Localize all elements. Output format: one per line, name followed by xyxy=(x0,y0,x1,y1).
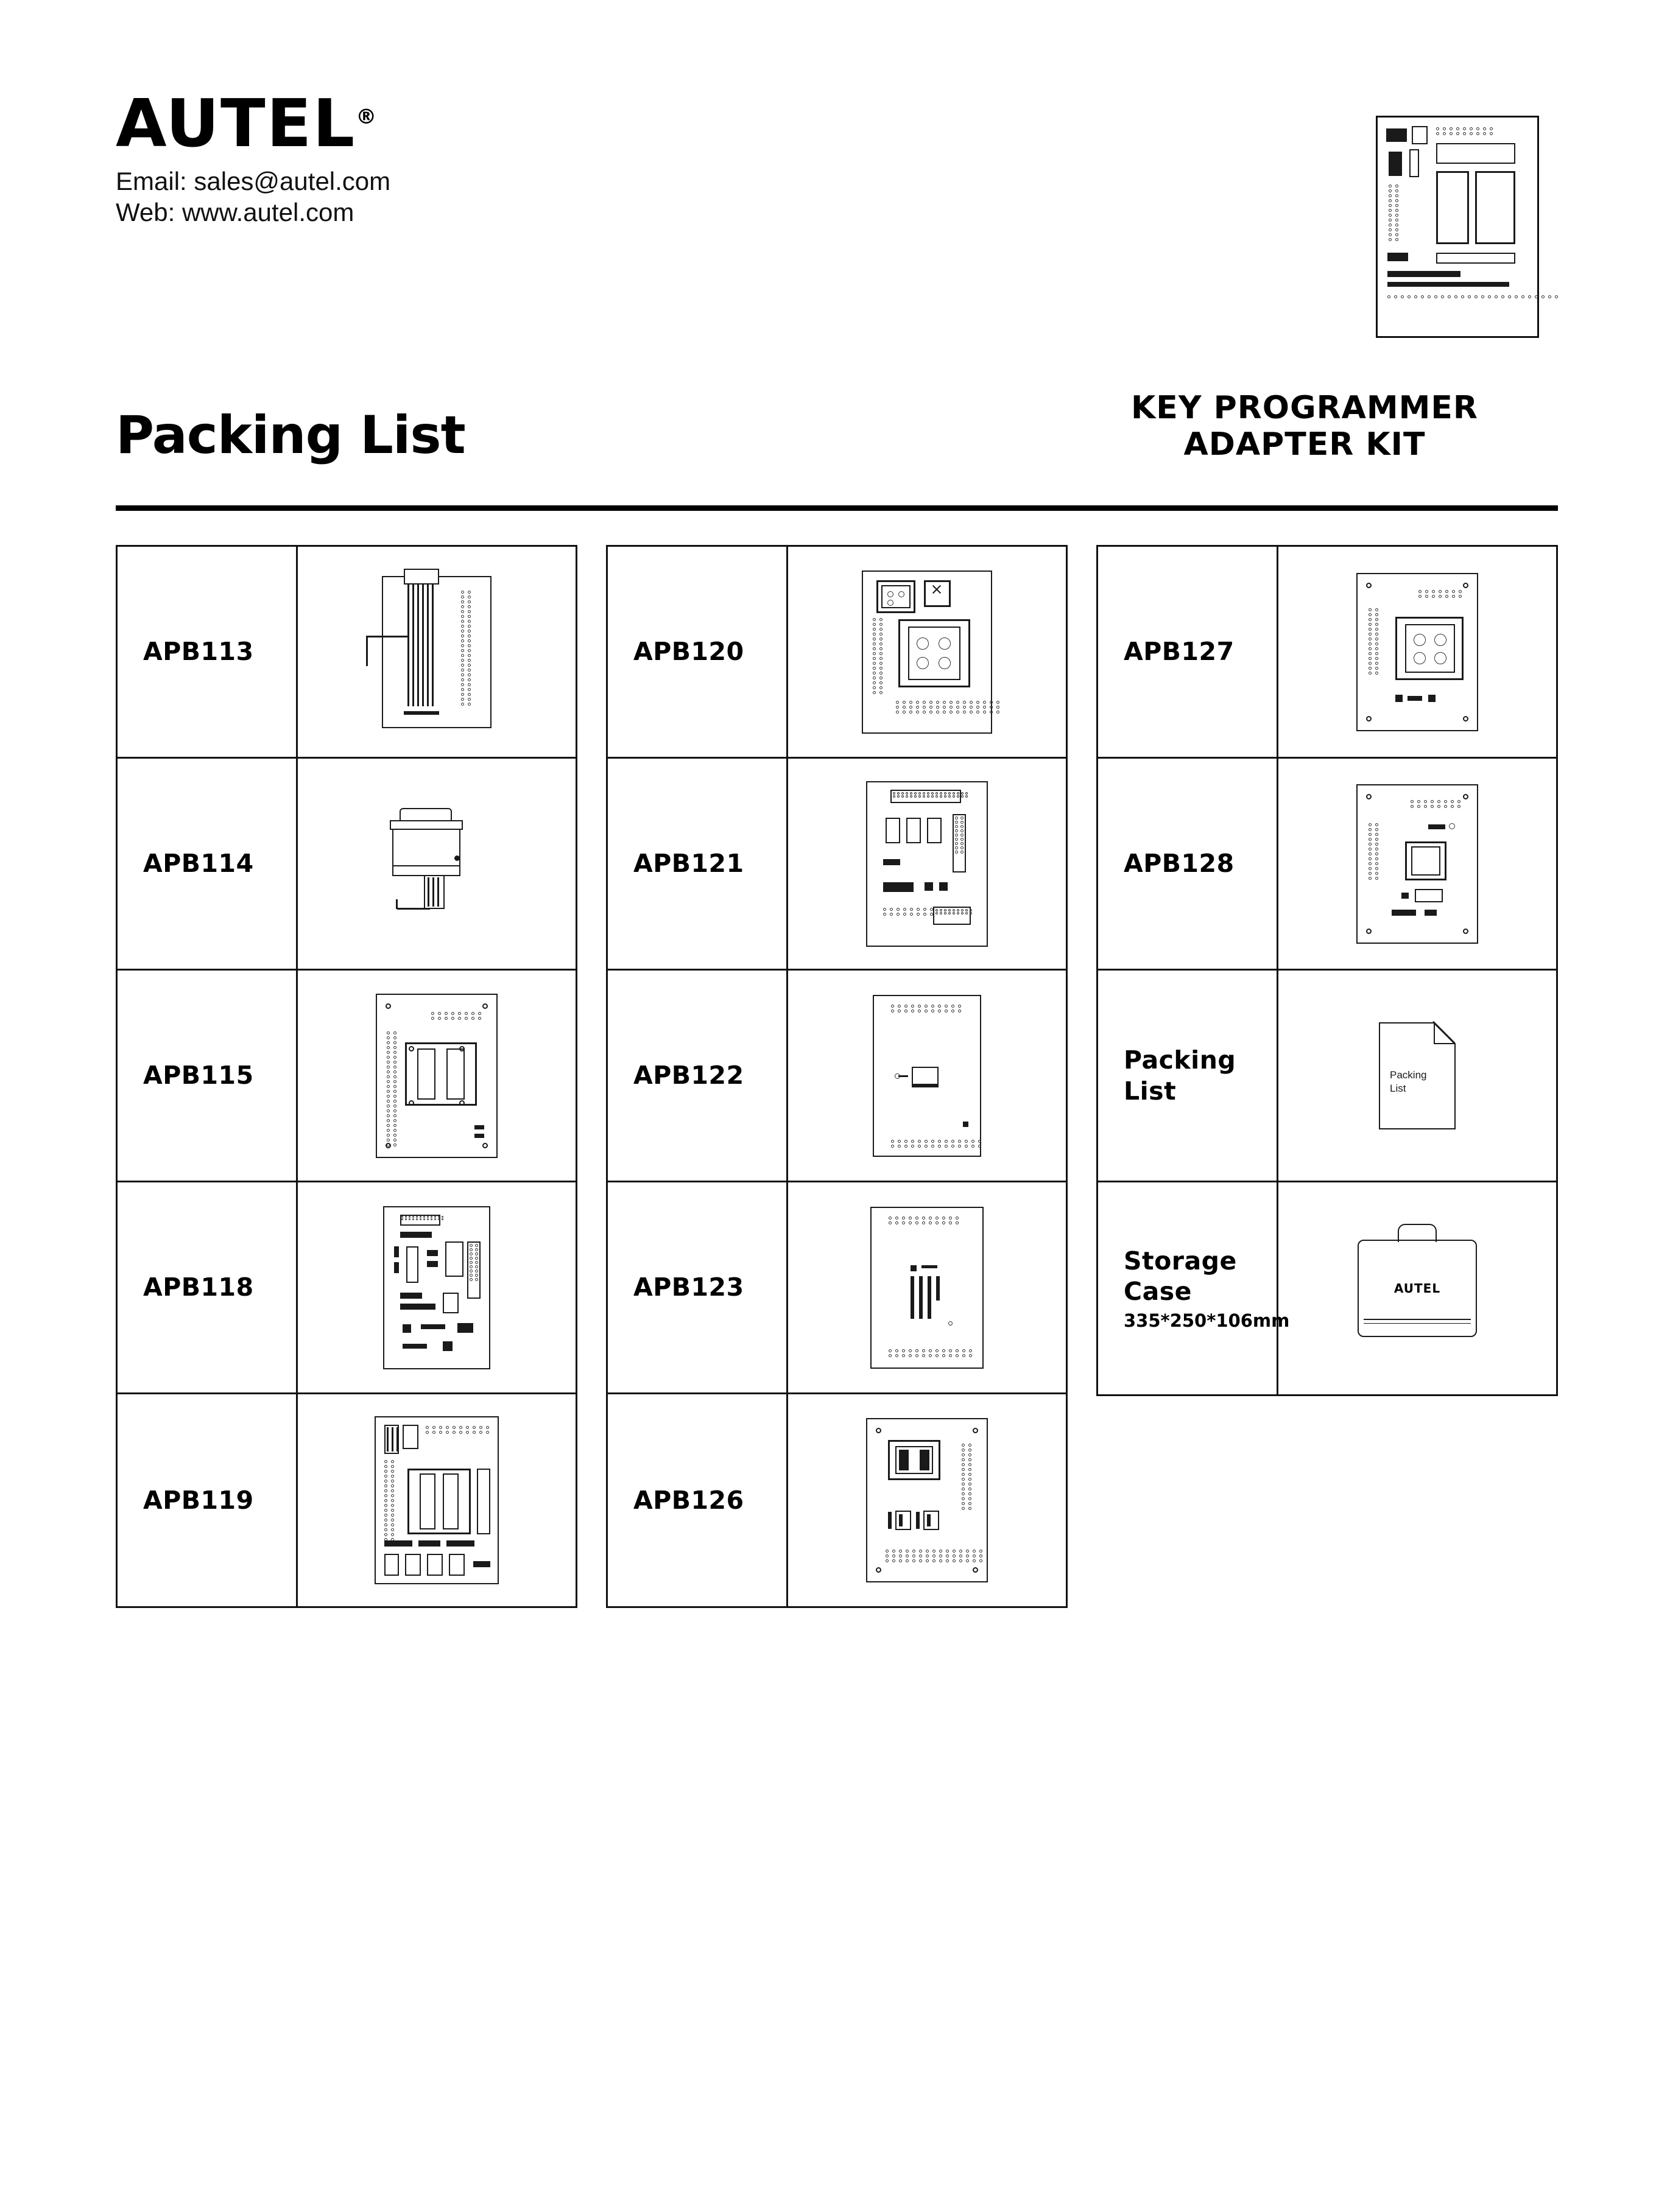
web-value: www.autel.com xyxy=(181,198,354,227)
item-label-cell xyxy=(118,547,298,757)
adapter-small-chip-board-icon xyxy=(873,995,981,1157)
table-row xyxy=(1098,547,1556,759)
packing-list-column-1 xyxy=(116,545,577,1608)
packing-list-column-2 xyxy=(606,545,1068,1608)
item-image-cell xyxy=(1278,547,1556,757)
item-image-cell xyxy=(788,547,1066,757)
item-name: Packing List xyxy=(1124,1045,1236,1106)
adapter-qfp-board-icon xyxy=(1356,784,1478,944)
item-name: APB127 xyxy=(1124,637,1235,667)
item-name: APB128 xyxy=(1124,849,1235,879)
sheet-text-line-2: List xyxy=(1390,1082,1406,1094)
item-image-cell xyxy=(1278,1182,1556,1394)
item-name: APB115 xyxy=(143,1061,254,1090)
item-dimensions: 335*250*106mm xyxy=(1124,1310,1290,1331)
item-name: APB118 xyxy=(143,1273,254,1302)
table-row xyxy=(1098,759,1556,971)
page-title: Packing List xyxy=(116,405,465,466)
table-row xyxy=(118,1182,576,1394)
packing-list-sheet-icon xyxy=(1379,1022,1456,1129)
item-image-cell xyxy=(298,1394,576,1606)
adapter-square-socket-board-icon xyxy=(1356,573,1478,731)
adapter-large-socket-board-icon xyxy=(375,1416,499,1584)
autel-wordmark: AUTEL xyxy=(116,86,356,162)
adapter-connector-module-icon xyxy=(379,797,495,931)
web-line xyxy=(116,197,664,228)
autel-logo xyxy=(116,86,377,162)
adapter-dual-socket-board-icon xyxy=(862,571,992,734)
item-label-cell xyxy=(1098,971,1278,1181)
item-name: APB123 xyxy=(633,1273,744,1302)
table-row xyxy=(118,547,576,759)
case-seam xyxy=(1364,1319,1471,1320)
item-image-cell xyxy=(788,1394,1066,1606)
table-row xyxy=(608,971,1066,1182)
item-label-cell xyxy=(608,759,788,969)
item-image-cell xyxy=(788,971,1066,1181)
item-name: APB122 xyxy=(633,1061,744,1090)
table-row xyxy=(608,547,1066,759)
table-row xyxy=(608,1394,1066,1606)
adapter-clamp-socket-board-icon xyxy=(866,1418,988,1582)
item-name: APB126 xyxy=(633,1485,744,1515)
kit-title xyxy=(1055,390,1554,463)
item-label-cell xyxy=(1098,1182,1290,1394)
item-image-cell xyxy=(788,1182,1066,1392)
page-fold-icon xyxy=(1434,1022,1456,1044)
adapter-cable-harness-board-icon xyxy=(382,576,491,728)
table-row xyxy=(1098,971,1556,1182)
table-row xyxy=(608,1182,1066,1394)
registered-mark-icon: ® xyxy=(356,105,377,129)
adapter-zif-socket-board-icon xyxy=(376,994,498,1158)
item-label-cell xyxy=(608,1182,788,1392)
item-label-cell xyxy=(118,971,298,1181)
item-label-cell xyxy=(608,547,788,757)
item-label-cell xyxy=(118,1182,298,1392)
kit-title-line-1: KEY PROGRAMMER xyxy=(1131,390,1478,426)
table-row xyxy=(118,759,576,971)
product-photo xyxy=(1376,116,1539,338)
adapter-slot-board-icon xyxy=(870,1207,984,1369)
email-value: sales@autel.com xyxy=(194,167,391,195)
item-image-cell xyxy=(1278,971,1556,1181)
item-label-cell xyxy=(608,1394,788,1606)
item-name: APB121 xyxy=(633,849,744,879)
sheet-text xyxy=(1390,1069,1426,1095)
item-label-cell xyxy=(1098,759,1278,969)
item-name: APB114 xyxy=(143,849,254,879)
email-line xyxy=(116,166,664,197)
page-header xyxy=(0,0,1670,466)
table-row xyxy=(118,971,576,1182)
item-name: APB120 xyxy=(633,637,744,667)
email-label: Email: xyxy=(116,167,187,195)
item-image-cell xyxy=(298,759,576,969)
packing-list-column-3 xyxy=(1096,545,1558,1396)
item-image-cell xyxy=(298,1182,576,1392)
item-image-cell xyxy=(298,971,576,1181)
item-name: APB119 xyxy=(143,1485,254,1515)
case-seam-secondary xyxy=(1364,1323,1471,1324)
item-name: Storage Case xyxy=(1124,1246,1237,1306)
item-image-cell xyxy=(298,547,576,757)
storage-case-icon xyxy=(1358,1240,1477,1337)
packing-list-grid xyxy=(116,545,1558,1608)
item-image-cell xyxy=(788,759,1066,969)
web-label: Web: xyxy=(116,198,175,227)
case-handle-icon xyxy=(1398,1224,1437,1242)
item-image-cell xyxy=(1278,759,1556,969)
case-logo: AUTEL xyxy=(1393,1281,1441,1296)
table-row xyxy=(1098,1182,1556,1394)
adapter-component-board-icon xyxy=(383,1206,490,1369)
brand-block xyxy=(116,86,664,228)
title-divider xyxy=(116,505,1558,511)
item-label-cell xyxy=(608,971,788,1181)
sheet-text-line-1: Packing xyxy=(1390,1069,1427,1081)
kit-title-line-2: ADAPTER KIT xyxy=(1183,426,1426,463)
item-name: APB113 xyxy=(143,637,254,667)
table-row xyxy=(118,1394,576,1606)
item-label-cell xyxy=(118,1394,298,1606)
table-row xyxy=(608,759,1066,971)
adapter-header-board-icon xyxy=(866,781,988,947)
item-label-cell xyxy=(118,759,298,969)
item-label-cell xyxy=(1098,547,1278,757)
